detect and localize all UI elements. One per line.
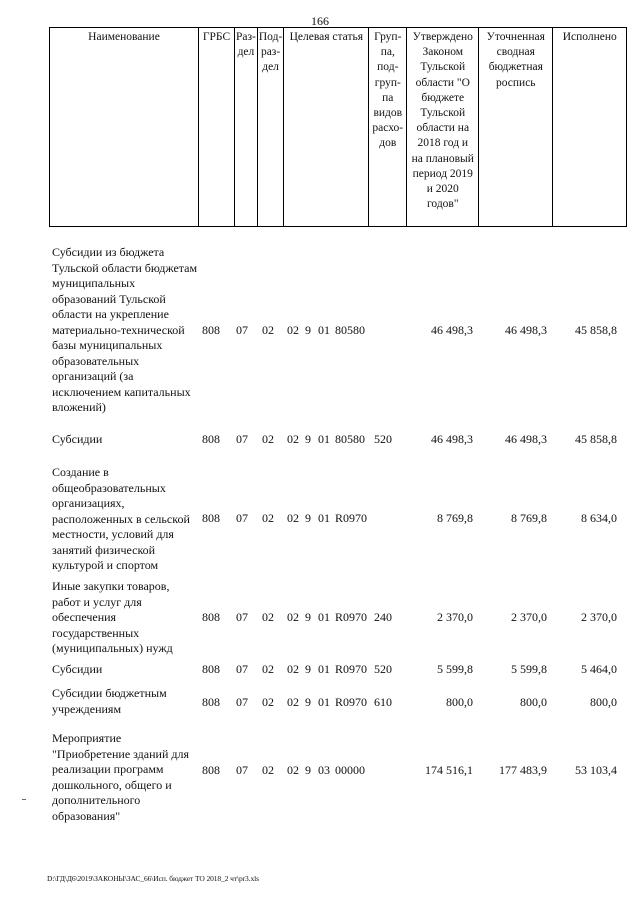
row-executed: 53 103,4	[575, 763, 617, 777]
header-revised: Уточненная сводная бюджетная роспись	[479, 28, 553, 227]
row-target-2: 9	[305, 323, 311, 337]
row-target-2: 9	[305, 695, 311, 709]
row-grbs: 808	[202, 695, 220, 709]
row-approved: 46 498,3	[431, 432, 473, 446]
row-name: Субсидии	[52, 662, 103, 676]
row-revised: 2 370,0	[511, 610, 547, 624]
row-grbs: 808	[202, 323, 220, 337]
row-approved: 8 769,8	[437, 511, 473, 525]
header-name: Наименование	[50, 28, 199, 227]
row-target-3: 01	[318, 323, 330, 337]
row-target-3: 01	[318, 432, 330, 446]
row-target-1: 02	[287, 323, 299, 337]
row-group: 520	[374, 662, 392, 676]
row-name: Иные закупки товаров, работ и услуг для обеспечения государственных (муниципальных) нужд	[52, 579, 173, 655]
header-group: Груп- па, под- груп- па видов расхо- дов	[369, 28, 407, 227]
table-header	[49, 27, 627, 227]
row-target-4: 80580	[335, 432, 365, 446]
row-target-2: 9	[305, 432, 311, 446]
row-grbs: 808	[202, 662, 220, 676]
header-target: Целевая статья	[284, 28, 369, 227]
file-path-footer: D:\ГД\Д6\2019\ЗАКОНЫ\ЗАС_66\Исп. бюджет ТО 2018_2 чт\pr3.xls	[47, 874, 259, 883]
row-executed: 800,0	[590, 695, 617, 709]
row-target-2: 9	[305, 511, 311, 525]
row-group: 520	[374, 432, 392, 446]
row-target-1: 02	[287, 763, 299, 777]
header-podrazdel: Под- раз- дел	[257, 28, 283, 227]
row-target-3: 01	[318, 695, 330, 709]
row-approved: 174 516,1	[425, 763, 473, 777]
row-podrazdel: 02	[262, 432, 274, 446]
row-revised: 46 498,3	[505, 323, 547, 337]
row-podrazdel: 02	[262, 662, 274, 676]
row-target-1: 02	[287, 695, 299, 709]
header-approved: Утверждено Законом Тульской области "О бюджете Тульской области на 2018 год и на плановый период 2019 и 2020 годов"	[407, 28, 479, 227]
row-name: Субсидии	[52, 432, 103, 446]
row-revised: 800,0	[520, 695, 547, 709]
row-revised: 8 769,8	[511, 511, 547, 525]
row-razdel: 07	[236, 323, 248, 337]
row-approved: 46 498,3	[431, 323, 473, 337]
page-number: 166	[311, 14, 329, 28]
row-revised: 46 498,3	[505, 432, 547, 446]
row-razdel: 07	[236, 511, 248, 525]
row-grbs: 808	[202, 511, 220, 525]
row-executed: 5 464,0	[581, 662, 617, 676]
header-razdel: Раз- дел	[235, 28, 258, 227]
row-revised: 5 599,8	[511, 662, 547, 676]
row-name: Субсидии из бюджета Тульской области бюджетам муниципальных образований Тульской области на укрепление материально-технической базы муниципальных образовательных организаций (за исключением капитальных вложений)	[52, 245, 198, 414]
row-executed: 45 858,8	[575, 432, 617, 446]
row-podrazdel: 02	[262, 695, 274, 709]
row-podrazdel: 02	[262, 763, 274, 777]
row-target-3: 03	[318, 763, 330, 777]
row-revised: 177 483,9	[499, 763, 547, 777]
header-executed: Исполнено	[553, 28, 627, 227]
row-razdel: 07	[236, 662, 248, 676]
row-razdel: 07	[236, 432, 248, 446]
row-target-4: 80580	[335, 323, 365, 337]
row-target-2: 9	[305, 610, 311, 624]
row-target-4: 00000	[335, 763, 365, 777]
row-target-4: R0970	[335, 662, 368, 676]
row-podrazdel: 02	[262, 610, 274, 624]
row-podrazdel: 02	[262, 323, 274, 337]
row-group: 610	[374, 695, 392, 709]
row-target-3: 01	[318, 610, 330, 624]
row-name: Мероприятие "Приобретение зданий для реализации программ дошкольного, общего и дополнительного образования"	[52, 731, 189, 823]
margin-mark	[22, 799, 26, 800]
row-approved: 2 370,0	[437, 610, 473, 624]
row-target-4: R0970	[335, 511, 368, 525]
row-grbs: 808	[202, 763, 220, 777]
row-target-3: 01	[318, 511, 330, 525]
row-podrazdel: 02	[262, 511, 274, 525]
row-target-1: 02	[287, 610, 299, 624]
row-target-1: 02	[287, 511, 299, 525]
row-executed: 45 858,8	[575, 323, 617, 337]
row-razdel: 07	[236, 695, 248, 709]
row-executed: 8 634,0	[581, 511, 617, 525]
row-target-2: 9	[305, 662, 311, 676]
row-razdel: 07	[236, 763, 248, 777]
row-name: Создание в общеобразовательных организациях, расположенных в сельской местности, условий для занятий физической культурой и спортом	[52, 465, 190, 572]
row-target-3: 01	[318, 662, 330, 676]
row-approved: 800,0	[446, 695, 473, 709]
row-group: 240	[374, 610, 392, 624]
row-approved: 5 599,8	[437, 662, 473, 676]
row-target-2: 9	[305, 763, 311, 777]
row-target-1: 02	[287, 432, 299, 446]
row-grbs: 808	[202, 432, 220, 446]
row-grbs: 808	[202, 610, 220, 624]
row-name: Субсидии бюджетным учреждениям	[52, 686, 167, 716]
row-target-4: R0970	[335, 610, 368, 624]
row-target-4: R0970	[335, 695, 368, 709]
row-razdel: 07	[236, 610, 248, 624]
row-target-1: 02	[287, 662, 299, 676]
row-executed: 2 370,0	[581, 610, 617, 624]
header-grbs: ГРБС	[199, 28, 235, 227]
